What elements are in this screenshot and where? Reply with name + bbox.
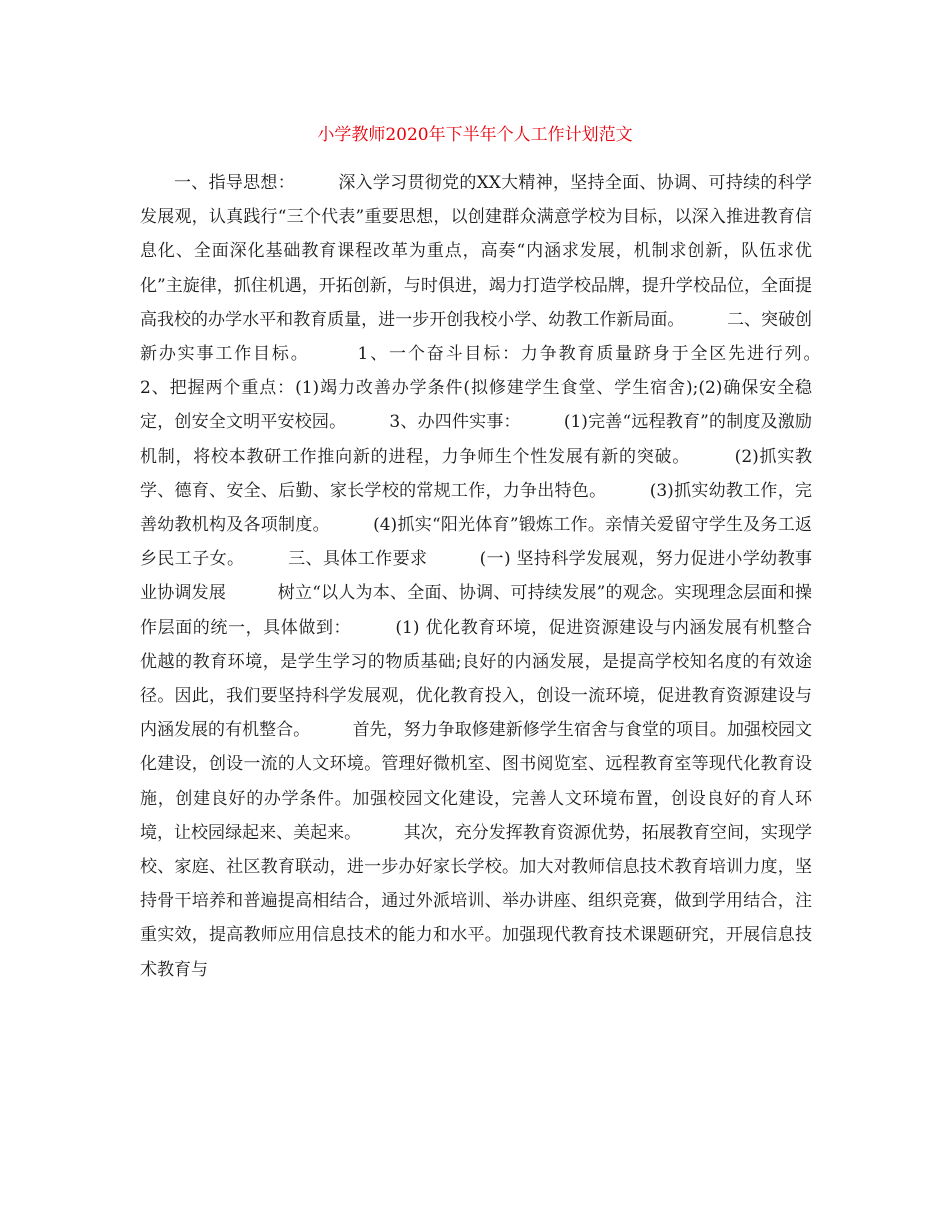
- page-title: 小学教师2020年下半年个人工作计划范文: [317, 125, 633, 145]
- body-paragraph: 一、指导思想： 深入学习贯彻党的XX大精神，坚持全面、协调、可持续的科学发展观，认真践行“三个代表”重要思想，以创建群众满意学校为目标，以深入推进教育信息化、全面深化基础教育课程改革为重点，高奏“内涵求发展，机制求创新，队伍求优化”主旋律，抓住机遇，开拓创新，与时俱进，竭力打造学校品牌，提升学校品位，全面提高我校的办学水平和教育质量，进一步开创我校小学、幼教工作新局面。 二、突破创新办实事工作目标。 1、一个奋斗目标：力争教育质量跻身于全区先进行列。 2、把握两个重点：(1)竭力改善办学条件(拟修建学生食堂、学生宿舍);(2)确保安全稳定，创安全文明平安校园。 3、办四件实事： (1)完善“远程教育”的制度及激励机制，将校本教研工作推向新的进程，力争师生个性发展有新的突破。 (2)抓实教学、德育、安全、后勤、家长学校的常规工作，力争出特色。 (3)抓实幼教工作，完善幼教机构及各项制度。 (4)抓实“阳光体育”锻炼工作。亲情关爱留守学生及务工返乡民工子女。 三、具体工作要求 (一) 坚持科学发展观，努力促进小学幼教事业协调发展 树立“以人为本、全面、协调、可持续发展”的观念。实现理念层面和操作层面的统一，具体做到： (1) 优化教育环境，促进资源建设与内涵发展有机整合 优越的教育环境，是学生学习的物质基础;良好的内涵发展，是提高学校知名度的有效途径。因此，我们要坚持科学发展观，优化教育投入，创设一流环境，促进教育资源建设与内涵发展的有机整合。 首先，努力争取修建新修学生宿舍与食堂的项目。加强校园文化建设，创设一流的人文环境。管理好微机室、图书阅览室、远程教育室等现代化教育设施，创建良好的办学条件。加强校园文化建设，完善人文环境布置，创设良好的育人环境，让校园绿起来、美起来。 其次，充分发挥教育资源优势，拓展教育空间，实现学校、家庭、社区教育联动，进一步办好家长学校。加大对教师信息技术教育培训力度，坚持骨干培养和普遍提高相结合，通过外派培训、举办讲座、组织竞赛，做到学用结合，注重实效，提高教师应用信息技术的能力和水平。加强现代教育技术课题研究，开展信息技术教育与: [140, 173, 863, 980]
